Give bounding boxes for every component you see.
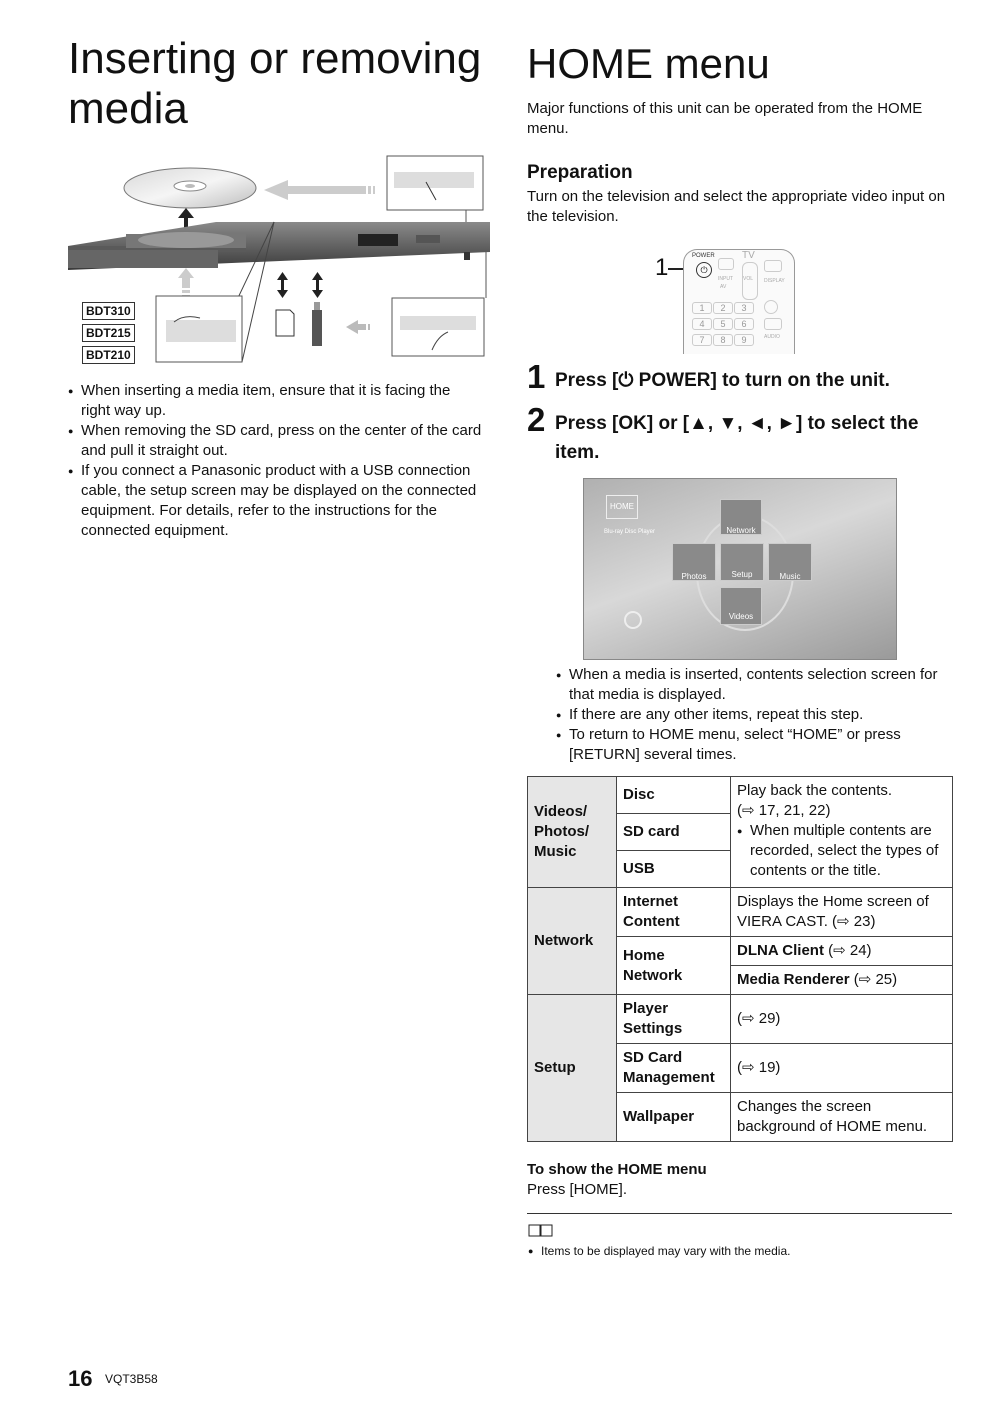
list-item: ● When inserting a media item, ensure that it is facing the right way up.: [68, 381, 483, 421]
description-ref: (⇨ 17, 21, 22): [737, 802, 831, 819]
remote-key: 1: [692, 302, 712, 314]
remote-key: [764, 318, 782, 330]
model-tags: [82, 302, 142, 364]
home-menu-table: [527, 776, 953, 1142]
doc-code: VQT3B58: [105, 1372, 158, 1386]
show-home-heading: To show the HOME menu: [527, 1161, 707, 1178]
list-item: ● When removing the SD card, press on the center of the card and pull it straight out.: [68, 421, 483, 461]
av-label: AV: [720, 284, 727, 290]
step-number: 2: [527, 401, 546, 438]
table-item: USB: [617, 851, 731, 888]
menu-item-photos[interactable]: Photos: [672, 543, 716, 581]
display-label: DISPLAY: [764, 278, 785, 284]
show-home-text: Press [HOME].: [527, 1181, 628, 1198]
list-item: ● When a media is inserted, contents selection screen for that media is displayed.: [556, 665, 952, 705]
preparation-heading: Preparation: [527, 162, 633, 183]
remote-key: 8: [713, 334, 733, 346]
table-description: [731, 777, 953, 888]
list-item: ● If there are any other items, repeat this step.: [556, 705, 952, 725]
left-bullet-list: [68, 381, 483, 541]
description-line: Play back the contents.: [737, 782, 893, 799]
renderer-label: Media Renderer: [737, 971, 850, 988]
left-title-line2: media: [68, 84, 188, 133]
menu-item-network[interactable]: Network: [720, 499, 762, 535]
inset-slot: [392, 298, 484, 356]
arrow-left-icon-small: [346, 320, 370, 334]
divider: [527, 1213, 952, 1214]
model-tag: BDT215: [82, 324, 135, 342]
book-icon: [528, 1223, 554, 1242]
step-1: [527, 358, 957, 395]
menu-item-music[interactable]: Music: [768, 543, 812, 581]
home-subtitle: Blu-ray Disc Player: [604, 529, 656, 535]
model-tag: BDT310: [82, 302, 135, 320]
remote-key: 9: [734, 334, 754, 346]
step-2: [527, 401, 957, 467]
table-row: [528, 888, 953, 937]
power-button-icon: ⏻: [696, 262, 712, 278]
left-title: [68, 34, 481, 134]
table-description: [731, 966, 953, 995]
table-row: [528, 777, 953, 814]
player-unit: [68, 222, 490, 270]
table-item: SD card: [617, 814, 731, 851]
step-text: Press [OK] or [▲, ▼, ◄, ►] to select the item.: [555, 413, 919, 463]
page-number: 16: [68, 1366, 93, 1391]
table-item: Player Settings: [617, 995, 731, 1044]
menu-item-videos[interactable]: Videos: [720, 587, 762, 625]
left-title-line1: Inserting or removing: [68, 34, 482, 83]
table-category: Videos/ Photos/ Music: [528, 777, 617, 888]
model-tag: BDT210: [82, 346, 135, 364]
menu-item-setup[interactable]: Setup: [720, 543, 764, 581]
table-item: SD Card Management: [617, 1044, 731, 1093]
step-text: Press [⏻ POWER] to turn on the unit.: [555, 370, 890, 391]
input-label: INPUT: [718, 276, 733, 282]
sd-card-icon: [276, 310, 294, 336]
preparation-text: Turn on the television and select the appropriate video input on the television.: [527, 188, 946, 225]
table-item: Disc: [617, 777, 731, 814]
home-logo: HOME: [606, 495, 638, 519]
vol-label: VOL: [743, 276, 754, 282]
usb-stick-icon: [312, 302, 322, 346]
table-item: Internet Content: [617, 888, 731, 937]
dlna-ref: (⇨ 24): [823, 942, 872, 959]
home-menu-title: HOME menu: [527, 40, 770, 87]
remote-key: 6: [734, 318, 754, 330]
remote-key: 3: [734, 302, 754, 314]
dlna-label: DLNA Client: [737, 942, 824, 959]
note-text: ● Items to be displayed may vary with the media.: [528, 1243, 998, 1259]
step-number: 1: [527, 358, 546, 395]
disc-icon: [124, 168, 256, 208]
remote-key: 4: [692, 318, 712, 330]
table-description: Displays the Home screen of VIERA CAST. (⇨ 23): [731, 888, 953, 937]
tv-label: TV: [742, 250, 755, 261]
navigation-icon: [624, 611, 642, 629]
table-description: (⇨ 29): [731, 995, 953, 1044]
list-item: ● If you connect a Panasonic product with a USB connection cable, the setup screen may be displayed on the connected equipment. For details, refer to the instructions for the connected equipment.: [68, 461, 483, 541]
table-category: Setup: [528, 995, 617, 1142]
arrow-left-icon: [264, 180, 375, 200]
up-down-arrow-icon-usb: [312, 272, 323, 298]
power-label: POWER: [692, 253, 715, 259]
inset-eject-button: [387, 156, 483, 222]
list-item: ● To return to HOME menu, select “HOME” or press [RETURN] several times.: [556, 725, 952, 765]
right-bullet-list: [556, 665, 952, 765]
remote-key: [764, 300, 778, 314]
table-item: Wallpaper: [617, 1093, 731, 1142]
renderer-ref: (⇨ 25): [849, 971, 898, 988]
arrow-up-icon: [178, 268, 194, 297]
remote-key: 5: [713, 318, 733, 330]
table-row: [528, 995, 953, 1044]
audio-label: AUDIO: [764, 334, 780, 340]
remote-key: 7: [692, 334, 712, 346]
inset-front-panel: [156, 296, 242, 362]
home-screen-illustration: [583, 478, 897, 660]
callout-number: 1: [655, 254, 669, 281]
remote-control: [683, 249, 795, 354]
up-down-arrow-icon-sd: [277, 272, 288, 298]
table-category: Network: [528, 888, 617, 995]
table-description: Changes the screen background of HOME menu.: [731, 1093, 953, 1142]
table-description: [731, 937, 953, 966]
remote-key: 2: [713, 302, 733, 314]
tv-power-icon: [718, 258, 734, 270]
remote-key: [764, 260, 782, 272]
intro-text: Major functions of this unit can be operated from the HOME menu.: [527, 100, 923, 137]
table-description: (⇨ 19): [731, 1044, 953, 1093]
description-bullet: ● When multiple contents are recorded, select the types of contents or the title.: [737, 821, 946, 881]
remote-number-keys: [692, 302, 762, 350]
table-item: Home Network: [617, 937, 731, 995]
